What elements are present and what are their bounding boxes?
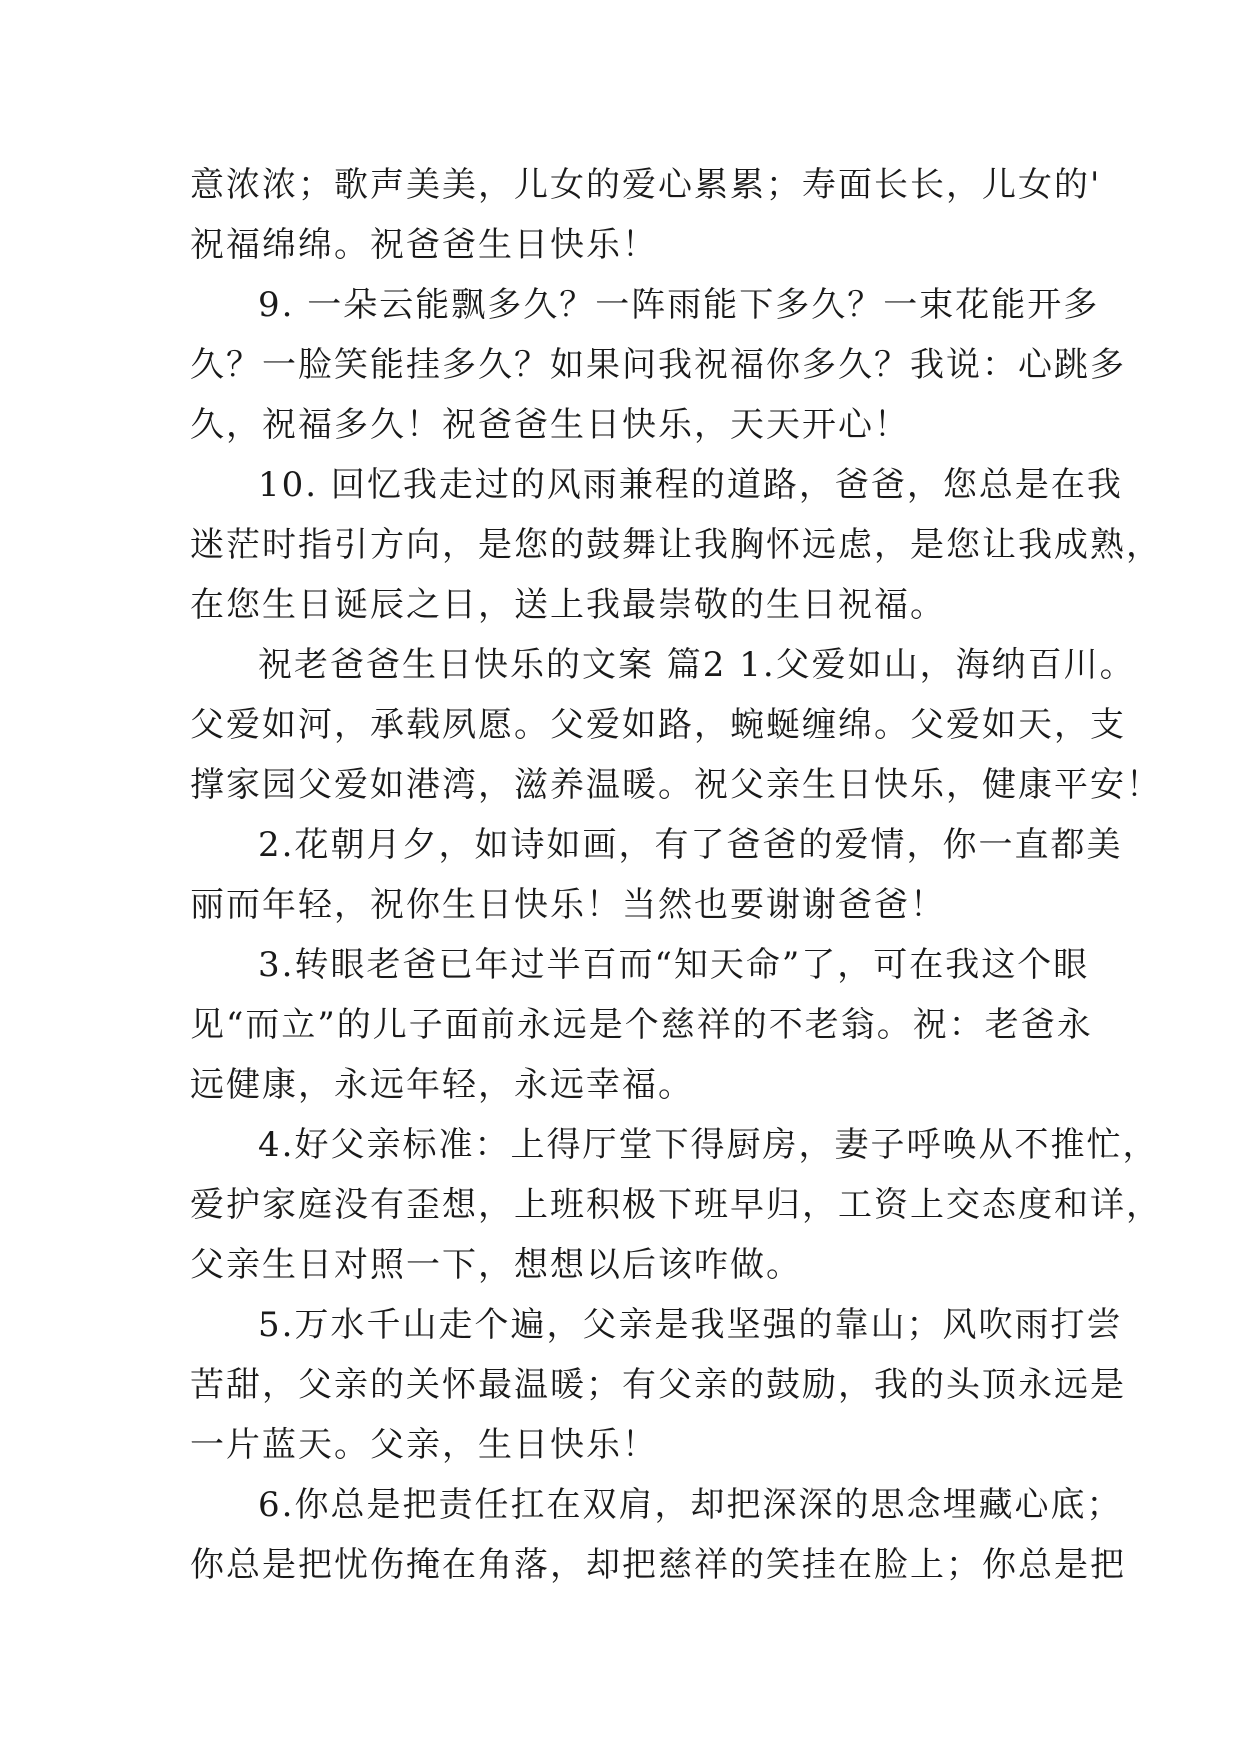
text-line: 你总是把忧伤掩在角落，却把慈祥的笑挂在脸上；你总是把	[190, 1545, 1126, 1585]
text-line: 父亲生日对照一下，想想以后该咋做。	[190, 1245, 802, 1285]
text-line: 意浓浓；歌声美美，儿女的爱心累累；寿面长长，儿女的'	[190, 165, 1102, 205]
text-line: 苦甜，父亲的关怀最温暖；有父亲的鼓励，我的头顶永远是	[190, 1365, 1126, 1405]
text-line: 4.好父亲标准：上得厅堂下得厨房，妻子呼唤从不推忙，	[258, 1125, 1159, 1165]
text-line: 迷茫时指引方向，是您的鼓舞让我胸怀远虑，是您让我成熟，	[190, 525, 1162, 565]
text-line: 9. 一朵云能飘多久？一阵雨能下多久？一束花能开多	[258, 285, 1100, 325]
document-body	[190, 155, 1162, 1595]
text-line: 见“而立”的儿子面前永远是个慈祥的不老翁。祝：老爸永	[190, 1005, 1093, 1045]
text-line: 在您生日诞辰之日，送上我最崇敬的生日祝福。	[190, 585, 946, 625]
text-line: 祝老爸爸生日快乐的文案 篇2 1.父爱如山，海纳百川。	[258, 645, 1136, 685]
text-line: 远健康，永远年轻，永远幸福。	[190, 1065, 694, 1105]
text-line: 3.转眼老爸已年过半百而“知天命”了，可在我这个眼	[258, 945, 1090, 985]
text-line: 一片蓝天。父亲，生日快乐！	[190, 1425, 658, 1465]
text-line: 撑家园父爱如港湾，滋养温暖。祝父亲生日快乐，健康平安！	[190, 765, 1162, 805]
text-line: 5.万水千山走个遍，父亲是我坚强的靠山；风吹雨打尝	[258, 1305, 1123, 1345]
text-line: 久，祝福多久！祝爸爸生日快乐，天天开心！	[190, 405, 910, 445]
text-line: 祝福绵绵。祝爸爸生日快乐！	[190, 225, 658, 265]
text-line: 2.花朝月夕，如诗如画，有了爸爸的爱情，你一直都美	[258, 825, 1123, 865]
text-line: 6.你总是把责任扛在双肩，却把深深的思念埋藏心底；	[258, 1485, 1123, 1525]
text-line: 父爱如河，承载夙愿。父爱如路，蜿蜒缠绵。父爱如天，支	[190, 705, 1126, 745]
text-line: 10. 回忆我走过的风雨兼程的道路，爸爸，您总是在我	[258, 465, 1123, 505]
text-line: 爱护家庭没有歪想，上班积极下班早归，工资上交态度和详，	[190, 1185, 1162, 1225]
text-line: 丽而年轻，祝你生日快乐！当然也要谢谢爸爸！	[190, 885, 946, 925]
text-line: 久？一脸笑能挂多久？如果问我祝福你多久？我说：心跳多	[190, 345, 1126, 385]
